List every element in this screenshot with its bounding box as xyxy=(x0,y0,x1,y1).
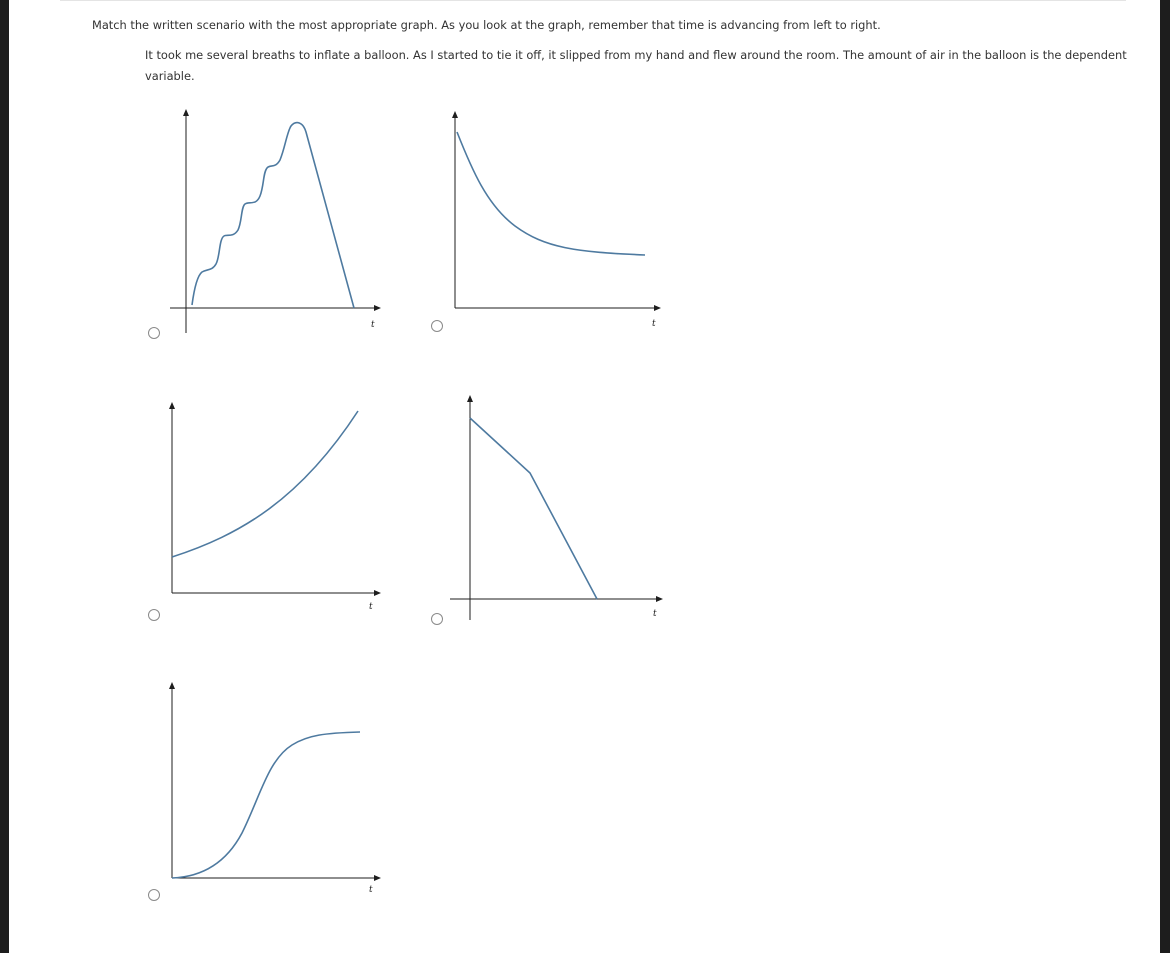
curve-option-b xyxy=(457,132,645,255)
axis-label-t: t xyxy=(371,320,375,330)
curve-option-e xyxy=(172,732,360,878)
y-axis-arrow-icon xyxy=(467,395,473,402)
scenario-text: It took me several breaths to inflate a balloon. As I started to tie it off, it slipped from my hand and flew around the room. The amount of air in the balloon is the dependent variable. xyxy=(145,48,1127,83)
question-prompt: Match the written scenario with the most appropriate graph. As you look at the graph, remember that time is advancing from left to right. xyxy=(92,18,881,32)
y-axis-arrow-icon xyxy=(169,682,175,689)
curve-option-c xyxy=(172,411,358,557)
right-dark-border xyxy=(1160,0,1170,953)
graph-option-e xyxy=(160,675,390,900)
radio-option-e[interactable] xyxy=(148,889,160,901)
y-axis-arrow-icon xyxy=(183,109,189,116)
graph-option-c xyxy=(160,395,390,620)
axis-label-t: t xyxy=(369,885,373,895)
radio-option-c[interactable] xyxy=(148,609,160,621)
axis-label-t: t xyxy=(369,602,373,612)
x-axis-arrow-icon xyxy=(374,875,381,881)
graph-option-a xyxy=(170,100,390,340)
radio-option-a[interactable] xyxy=(148,327,160,339)
left-dark-border xyxy=(0,0,9,953)
y-axis-arrow-icon xyxy=(169,402,175,409)
axis-label-t: t xyxy=(653,609,657,619)
top-divider xyxy=(60,0,1126,1)
radio-option-d[interactable] xyxy=(431,613,443,625)
axis-label-t: t xyxy=(652,319,656,329)
x-axis-arrow-icon xyxy=(374,305,381,311)
graph-option-d xyxy=(445,390,670,625)
x-axis-arrow-icon xyxy=(374,590,381,596)
y-axis-arrow-icon xyxy=(452,111,458,118)
x-axis-arrow-icon xyxy=(654,305,661,311)
x-axis-arrow-icon xyxy=(656,596,663,602)
graph-option-b xyxy=(440,100,670,335)
curve-option-d xyxy=(470,418,597,599)
curve-option-a xyxy=(192,123,354,308)
